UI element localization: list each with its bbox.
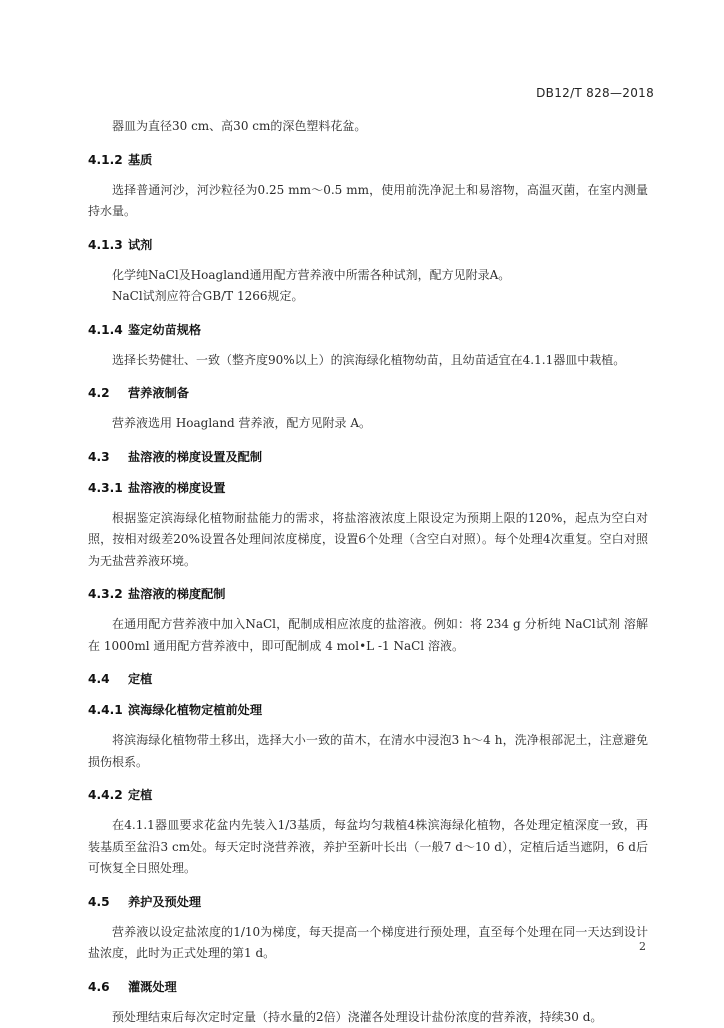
page-number: 2 <box>639 940 646 953</box>
section-title: 营养液制备 <box>128 386 189 400</box>
section-title: 定植 <box>128 672 152 686</box>
section-number: 4.6 <box>88 979 128 996</box>
section-heading <box>88 322 648 339</box>
section-title: 鉴定幼苗规格 <box>128 323 201 337</box>
body-paragraph: 预处理结束后每次定时定量（持水量的2倍）浇灌各处理设计盐份浓度的营养液，持续30 d。 <box>88 1007 648 1028</box>
section-title: 盐溶液的梯度设置及配制 <box>128 450 262 464</box>
section-number: 4.1.2 <box>88 152 128 169</box>
section-heading <box>88 152 648 169</box>
body-paragraph: 在4.1.1器皿要求花盆内先装入1/3基质，每盆均匀栽植4株滨海绿化植物，各处理定植深度一致，再装基质至盆沿3 cm处。每天定时浇营养液，养护至新叶长出（一般7 d～10 d），定植后适当遮阴，6 d后可恢复全日照处理。 <box>88 815 648 880</box>
section-number: 4.2 <box>88 385 128 402</box>
document-body <box>88 116 648 1028</box>
section-number: 4.3.1 <box>88 480 128 497</box>
section-heading <box>88 671 648 688</box>
section-title: 盐溶液的梯度配制 <box>128 587 226 601</box>
section-number: 4.3 <box>88 449 128 466</box>
section-number: 4.5 <box>88 894 128 911</box>
section-heading <box>88 385 648 402</box>
body-paragraph: 选择普通河沙，河沙粒径为0.25 mm～0.5 mm，使用前洗净泥土和易溶物，高温灭菌，在室内测量持水量。 <box>88 180 648 223</box>
section-title: 定植 <box>128 788 152 802</box>
section-title: 试剂 <box>128 238 152 252</box>
section-heading <box>88 237 648 254</box>
section-heading <box>88 702 648 719</box>
section-heading <box>88 449 648 466</box>
standard-code: DB12/T 828—2018 <box>536 86 654 100</box>
section-number: 4.4 <box>88 671 128 688</box>
body-paragraph: 化学纯NaCl及Hoagland通用配方营养液中所需各种试剂，配方见附录A。 <box>88 265 648 287</box>
section-heading <box>88 979 648 996</box>
section-title: 灌溉处理 <box>128 980 177 994</box>
section-title: 盐溶液的梯度设置 <box>128 481 226 495</box>
body-paragraph: 在通用配方营养液中加入NaCl，配制成相应浓度的盐溶液。例如：将 234 g 分析纯 NaCl试剂 溶解在 1000ml 通用配方营养液中，即可配制成 4 mol•L -1 NaCl 溶液。 <box>88 614 648 657</box>
section-title: 滨海绿化植物定植前处理 <box>128 703 262 717</box>
body-paragraph: 将滨海绿化植物带土移出，选择大小一致的苗木，在清水中浸泡3 h～4 h，洗净根部泥土，注意避免损伤根系。 <box>88 730 648 773</box>
section-heading <box>88 480 648 497</box>
section-title: 养护及预处理 <box>128 895 201 909</box>
section-number: 4.3.2 <box>88 586 128 603</box>
section-heading <box>88 787 648 804</box>
section-title: 基质 <box>128 153 152 167</box>
body-paragraph: 器皿为直径30 cm、高30 cm的深色塑料花盆。 <box>88 116 648 138</box>
section-number: 4.1.3 <box>88 237 128 254</box>
body-paragraph: NaCl试剂应符合GB/T 1266规定。 <box>88 286 648 308</box>
section-heading <box>88 894 648 911</box>
section-number: 4.4.2 <box>88 787 128 804</box>
section-number: 4.4.1 <box>88 702 128 719</box>
section-heading <box>88 586 648 603</box>
body-paragraph: 营养液以设定盐浓度的1/10为梯度，每天提高一个梯度进行预处理，直至每个处理在同一天达到设计盐浓度，此时为正式处理的第1 d。 <box>88 922 648 965</box>
body-paragraph: 根据鉴定滨海绿化植物耐盐能力的需求，将盐溶液浓度上限设定为预期上限的120%，起点为空白对照，按相对级差20%设置各处理间浓度梯度，设置6个处理（含空白对照）。每个处理4次重复。空白对照为无盐营养液环境。 <box>88 508 648 573</box>
body-paragraph: 营养液选用 Hoagland 营养液，配方见附录 A。 <box>88 413 648 435</box>
section-number: 4.1.4 <box>88 322 128 339</box>
body-paragraph: 选择长势健壮、一致（整齐度90%以上）的滨海绿化植物幼苗，且幼苗适宜在4.1.1器皿中栽植。 <box>88 350 648 372</box>
